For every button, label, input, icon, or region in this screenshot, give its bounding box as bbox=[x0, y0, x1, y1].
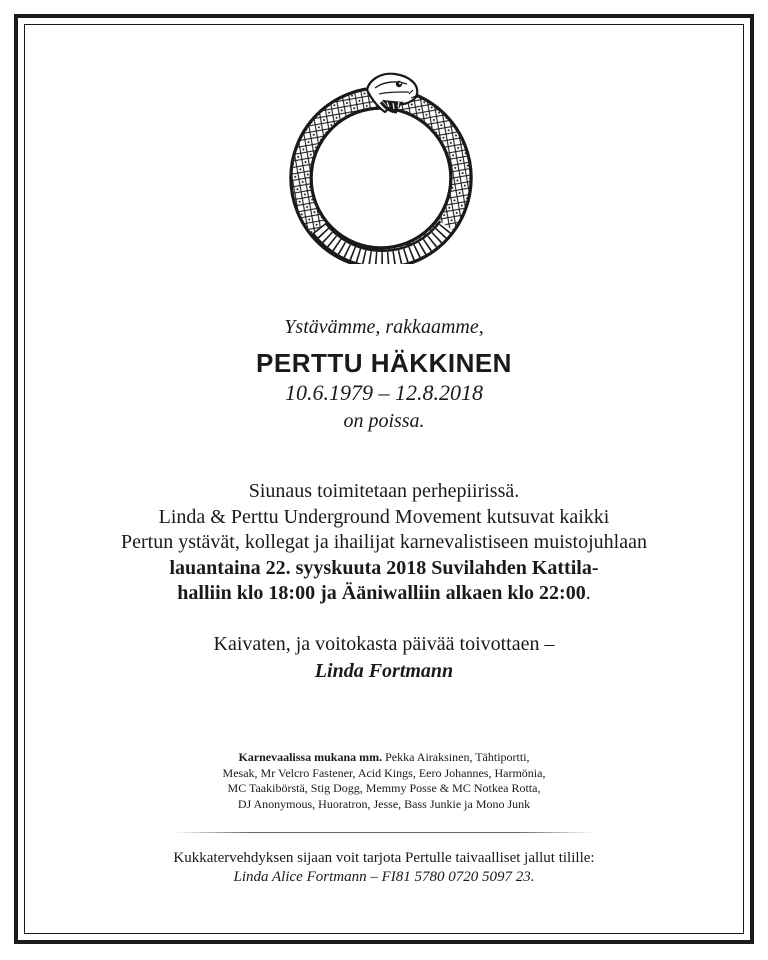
bank-account: Linda Alice Fortmann – FI81 5780 0720 5097 23. bbox=[233, 869, 535, 885]
event-date-line: lauantaina 22. syyskuuta 2018 Suvilahden Kattila- bbox=[169, 556, 599, 579]
life-dates: 10.6.1979 – 12.8.2018 bbox=[285, 380, 483, 405]
performers-line: Mesak, Mr Velcro Fastener, Acid Kings, Eero Johannes, Harmönia, bbox=[222, 765, 546, 780]
signer-name: Linda Fortmann bbox=[314, 660, 454, 682]
announcement-line: Siunaus toimitetaan perhepiirissä. bbox=[248, 480, 520, 502]
performers-line: MC Taakibörstä, Stig Dogg, Memmy Posse & MC Notkea Rotta, bbox=[227, 781, 541, 796]
greeting: Ystävämme, rakkaamme, bbox=[284, 316, 484, 338]
closing-block bbox=[24, 631, 744, 685]
donation-note bbox=[24, 849, 744, 887]
announcement-line: Pertun ystävät, kollegat ja ihailijat karnevalistiseen muistojuhlaan bbox=[121, 531, 647, 553]
sentence-period: . bbox=[585, 582, 591, 604]
ouroboros-serpent-icon bbox=[289, 68, 479, 264]
performers-list bbox=[24, 750, 744, 812]
closing-line: Kaivaten, ja voitokasta päivää toivottaen – bbox=[213, 633, 555, 655]
divider-line bbox=[172, 832, 596, 833]
performers-line: Pekka Airaksinen, Tähtiportti, bbox=[382, 750, 530, 764]
passing-note: on poissa. bbox=[343, 410, 425, 432]
performers-lead: Karnevaalissa mukana mm. bbox=[238, 750, 383, 764]
event-venue-line: halliin klo 18:00 ja Ääniwalliin alkaen klo 22:00 bbox=[177, 582, 586, 604]
memorial-announcement bbox=[24, 479, 744, 607]
performers-line: DJ Anonymous, Huoratron, Jesse, Bass Junkie ja Mono Junk bbox=[237, 796, 531, 811]
announcement-line: Linda & Perttu Underground Movement kutsuvat kaikki bbox=[158, 505, 610, 528]
donation-line: Kukkatervehdyksen sijaan voit tarjota Pertulle taivaalliset jallut tilille: bbox=[173, 850, 595, 866]
deceased-name: PERTTU HÄKKINEN bbox=[256, 348, 512, 378]
